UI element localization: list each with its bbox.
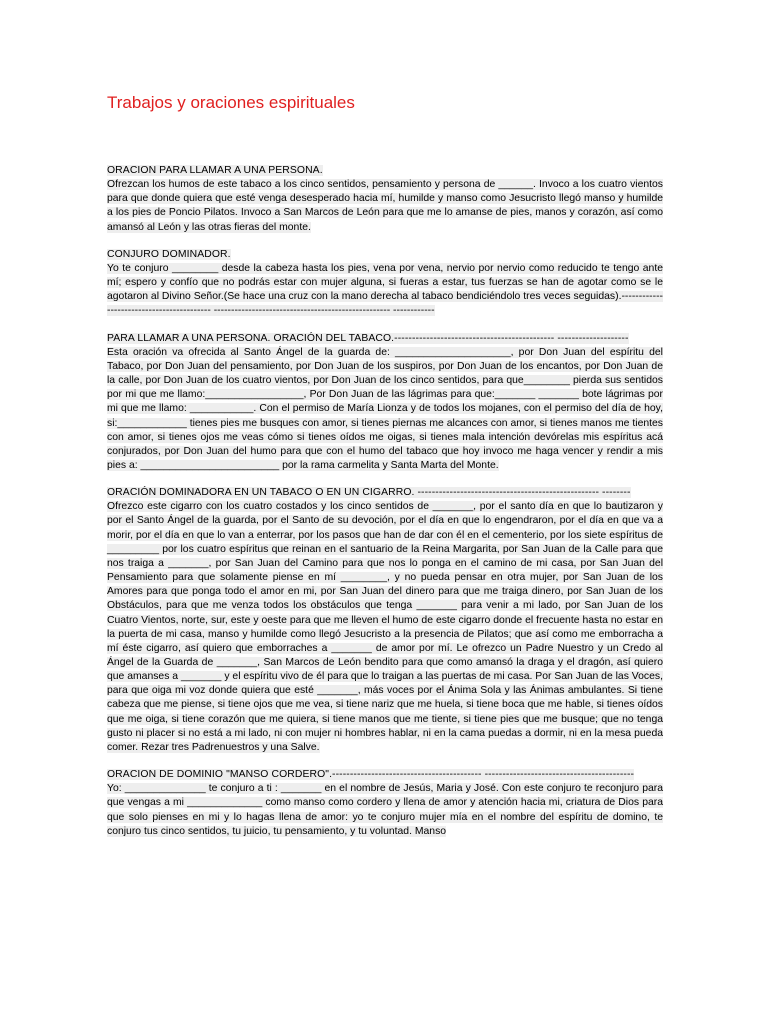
document-title: Trabajos y oraciones espirituales <box>107 93 355 112</box>
section-text: Ofrezco este cigarro con los cuatro costados y los cinco sentidos de _______, por el santo día en que lo bautizaron y por el Santo Ángel de la guarda, por el Santo de su devoción, por el día en que lo engendraron, por el día en que va a morir, por el día en que lo van a enterrar, por los pasos que han de dar con él en el cementerio, por los siete espíritus de _________ por los cuatro espíritus que reinan en el santuario de la Reina Margarita, por San Juan de la Calle para que nos traiga a _______, por San Juan del Camino para que nos lo ponga en el camino de mi casa, por San Juan del Pensamiento para que solamente piense en mí ________, y no pueda pensar en otra mujer, por San Juan de los Amores para que ponga todo el amor en mi, por San Juan del dinero para que me traiga dinero, por San Juan de los Obstáculos, para que me venza todos los obstáculos que tenga _______ para venir a mi lado, por San Juan de los Cuatro Vientos, norte, sur, este y oeste para que me lleven el humo de este cigarro donde el frecuente hasta no estar en la puerta de mi casa, manso y humilde como llegó Jesucristo a la presencia de Pilatos; que así como me emborracha a mí éste cigarro, así quiero que emborraches a _______ de amor por mí. Le ofrezco un Padre Nuestro y un Credo al Ángel de la Guarda de _______, San Marcos de León bendito para que como amansó la draga y el dragón, así quiero que amanses a _______ y el espíritu vivo de él para que lo traigan a las puertas de mi casa. Por San Juan de las Voces, para que oiga mi voz donde quiera que esté _______, más voces por el Ánima Sola y las Ánimas ambulantes. Si tiene cabeza que me piense, si tiene ojos que me vea, si tiene nariz que me huela, si tiene boca que me hable, si tienes oídos que me oiga, si tiene corazón que me quiera, si tiene manos que me tiente, si tiene pies que me busque; que no tenga gusto ni placer si no está a mi lado, ni con mujer ni hombres hablar, ni en la cama puedas a dormir, ni en la mesa pueda comer. Rezar tres Padrenuestros y una Salve. <box>107 501 663 753</box>
document-body <box>107 164 663 852</box>
section-text: Esta oración va ofrecida al Santo Ángel de la guarda de: ____________________, por Don Juan del espíritu del Tabaco, por Don Juan del pensamiento, por Don Juan de los suspiros, por Don Juan de los encantos, por Don Juan de la calle, por Don Juan de los cuatro vientos, por Don Juan de los cinco sentidos, para que________ pierda sus sentidos por mi que me llamo:_________________, Por Don Juan de las lágrimas para que:_______ _______ bote lágrimas por mi que me llamo: ___________. Con el permiso de María Lionza y de todos los mojanes, con el permiso del día de hoy, si:____________ tienes pies me busques con amor, si tienes piernas me alcances con amor, si tienes manos me tientes con amor, si tienes ojos me veas cómo si tienes oídos me oigas, si tienes mala intención devórelas mis espíritus acá conjurados, por Don Juan del humo para que con el humo del tabaco que hoy invoco me haga vencer y rendir a mis pies a: ________________________ por la rama carmelita y Santa Marta del Monte. <box>107 346 663 471</box>
section-llamar-persona <box>107 164 663 235</box>
section-heading: ORACION DE DOMINIO "MANSO CORDERO".------------------------------------------ ------------------------------------------ <box>107 769 635 781</box>
section-oracion-dominadora <box>107 486 663 755</box>
section-heading: ORACIÓN DOMINADORA EN UN TABACO O EN UN CIGARRO. --------------------------------------------------- -------- <box>107 487 631 499</box>
section-text: Yo: ______________ te conjuro a ti : _______ en el nombre de Jesús, Maria y José. Con este conjuro te reconjuro para que vengas a mi _____________ como manso como cordero y llena de amor y atención hacia mi, criatura de Dios para que solo pienses en mi y lo hagas llena de amor: yo te conjuro mujer mía en el nombre del espíritu de domino, te conjuro tus cinco sentidos, tu juicio, tu pensamiento, y tu voluntad. Manso <box>107 783 663 837</box>
section-heading: ORACION PARA LLAMAR A UNA PERSONA. <box>107 165 323 176</box>
section-manso-cordero <box>107 768 663 839</box>
section-oracion-tabaco <box>107 332 663 474</box>
section-text: Ofrezcan los humos de este tabaco a los cinco sentidos, pensamiento y persona de ______. Invoco a los cuatro vientos para que donde quiera que esté venga desesperado hacia mí, humilde y manso como Jesucristo llegó manso y humilde a los pies de Poncio Pilatos. Invoco a San Marcos de León para que me lo amanse de pies, manos y corazón, así como amansó al León y las otras fieras del monte. <box>107 179 663 233</box>
section-heading: PARA LLAMAR A UNA PERSONA. ORACIÓN DEL TABACO.--------------------------------------------- -------------------- <box>107 332 629 344</box>
section-heading: CONJURO DOMINADOR. <box>107 248 231 260</box>
section-text: Yo te conjuro ________ desde la cabeza hasta los pies, vena por vena, nervio por nervio como reducido te tengo ante mí; espero y confío que no podrás estar con mujer alguna, si fueras a estar, tus fuerzas se han de agotar como se le agotaron al Divino Señor.(Se hace una cruz con la mano derecha al tabaco bendiciéndolo tres veces seguidas).------------------------------------------ --------------------------------------------------- ------------ <box>107 262 663 317</box>
section-conjuro-dominador <box>107 248 663 319</box>
